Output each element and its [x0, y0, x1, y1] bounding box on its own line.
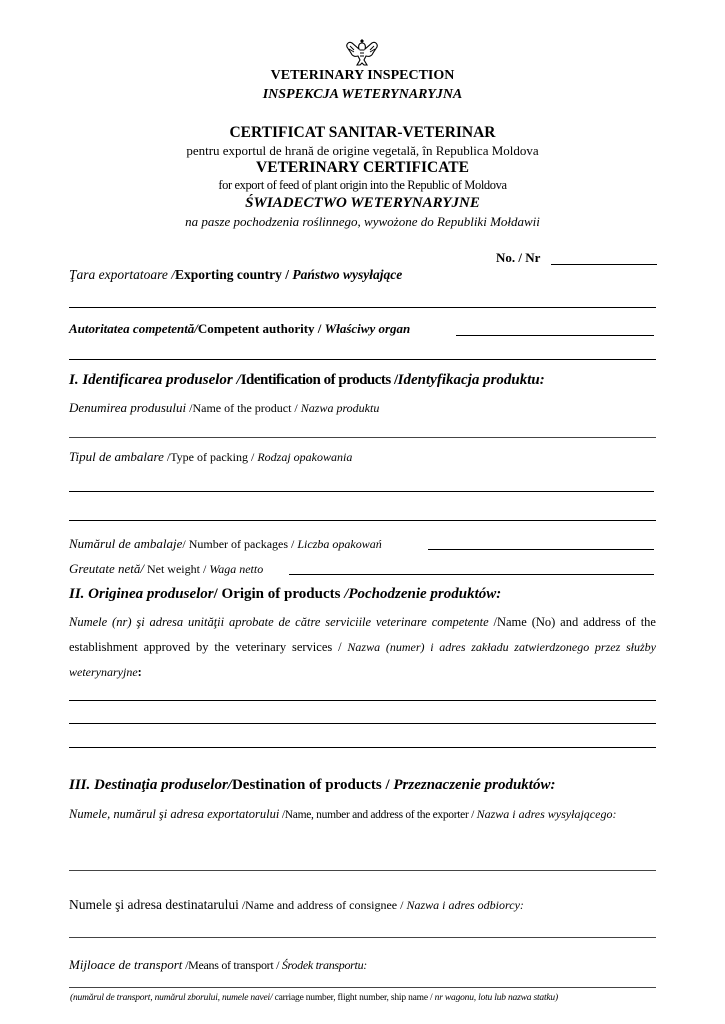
certificate-number-label: No. / Nr: [496, 250, 541, 265]
exporter-label: Numele, numărul şi adresa exportatorului /Name, number and address of the exporter / Nazwa i adres wysyłającego:: [69, 807, 617, 821]
transport-label: Mijloace de transport /Means of transport / Środek transportu:: [69, 957, 367, 972]
agency-name-en: VETERINARY INSPECTION: [270, 68, 455, 83]
establishment-label: Numele (nr) şi adresa unităţii aprobate de către serviciile veterinare competente /Name (No) and address of the establishment approved by the veterinary services / Nazwa (numer) i adres zakładu zatwierdzonego przez służby weterynaryjne:: [69, 615, 656, 679]
certificate-number-field[interactable]: [551, 264, 657, 265]
net-weight-label: Greutate netă/ Net weight / Waga netto: [69, 561, 264, 576]
product-name-label: Denumirea produsului /Name of the product / Nazwa produktu: [69, 400, 380, 415]
product-name-field[interactable]: [69, 437, 656, 438]
competent-authority-label: Autoritatea competentă/Competent authority / Właściwy organ: [69, 321, 411, 336]
section-2-heading: II. Originea produselor/ Origin of products /Pochodzenie produktów:: [69, 586, 502, 602]
certificate-subtitle-pl: na pasze pochodzenia roślinnego, wywożone do Republiki Mołdawii: [185, 214, 540, 229]
consignee-field[interactable]: [69, 937, 656, 938]
transport-field[interactable]: [69, 987, 656, 988]
packing-type-field-line-2[interactable]: [69, 520, 656, 521]
competent-authority-field-line-2[interactable]: [69, 359, 656, 360]
packages-count-label: Numărul de ambalaje/ Number of packages / Liczba opakowań: [69, 536, 382, 551]
section-1-heading: I. Identificarea produselor /Identification of products /Identyfikacja produktu:: [69, 372, 545, 388]
establishment-field-line-2[interactable]: [69, 723, 656, 724]
certificate-title-ro: CERTIFICAT SANITAR-VETERINAR: [229, 124, 496, 141]
certificate-title-pl: ŚWIADECTWO WETERYNARYJNE: [245, 195, 480, 211]
net-weight-field[interactable]: [289, 574, 654, 575]
exporter-field[interactable]: [69, 870, 656, 871]
agency-name-pl: INSPEKCJA WETERYNARYJNA: [262, 87, 463, 102]
section-3-heading: III. Destinaţia produselor/Destination of products / Przeznaczenie produktów:: [69, 777, 556, 793]
certificate-subtitle-en: for export of feed of plant origin into the Republic of Moldova: [218, 178, 507, 192]
white-eagle-emblem-icon: [345, 36, 379, 68]
exporting-country-label: Ţara exportatoare /Exporting country / Państwo wysyłające: [69, 267, 403, 282]
packages-count-field[interactable]: [428, 549, 654, 550]
competent-authority-field[interactable]: [456, 335, 654, 336]
establishment-field-line-3[interactable]: [69, 747, 656, 748]
consignee-label: Numele şi adresa destinatarului /Name and address of consignee / Nazwa i adres odbiorcy:: [69, 897, 524, 912]
exporting-country-field[interactable]: [69, 307, 656, 308]
certificate-subtitle-ro: pentru exportul de hrană de origine vegetală, în Republica Moldova: [186, 143, 539, 158]
packing-type-field[interactable]: [69, 491, 654, 492]
establishment-field-line-1[interactable]: [69, 700, 656, 701]
certificate-title-en: VETERINARY CERTIFICATE: [256, 159, 469, 176]
transport-note: (numărul de transport, numărul zborului, numele navei/ carriage number, flight number, ship name / nr wagonu, lotu lub nazwa statku): [70, 993, 558, 1003]
packing-type-label: Tipul de ambalare /Type of packing / Rodzaj opakowania: [69, 449, 353, 464]
